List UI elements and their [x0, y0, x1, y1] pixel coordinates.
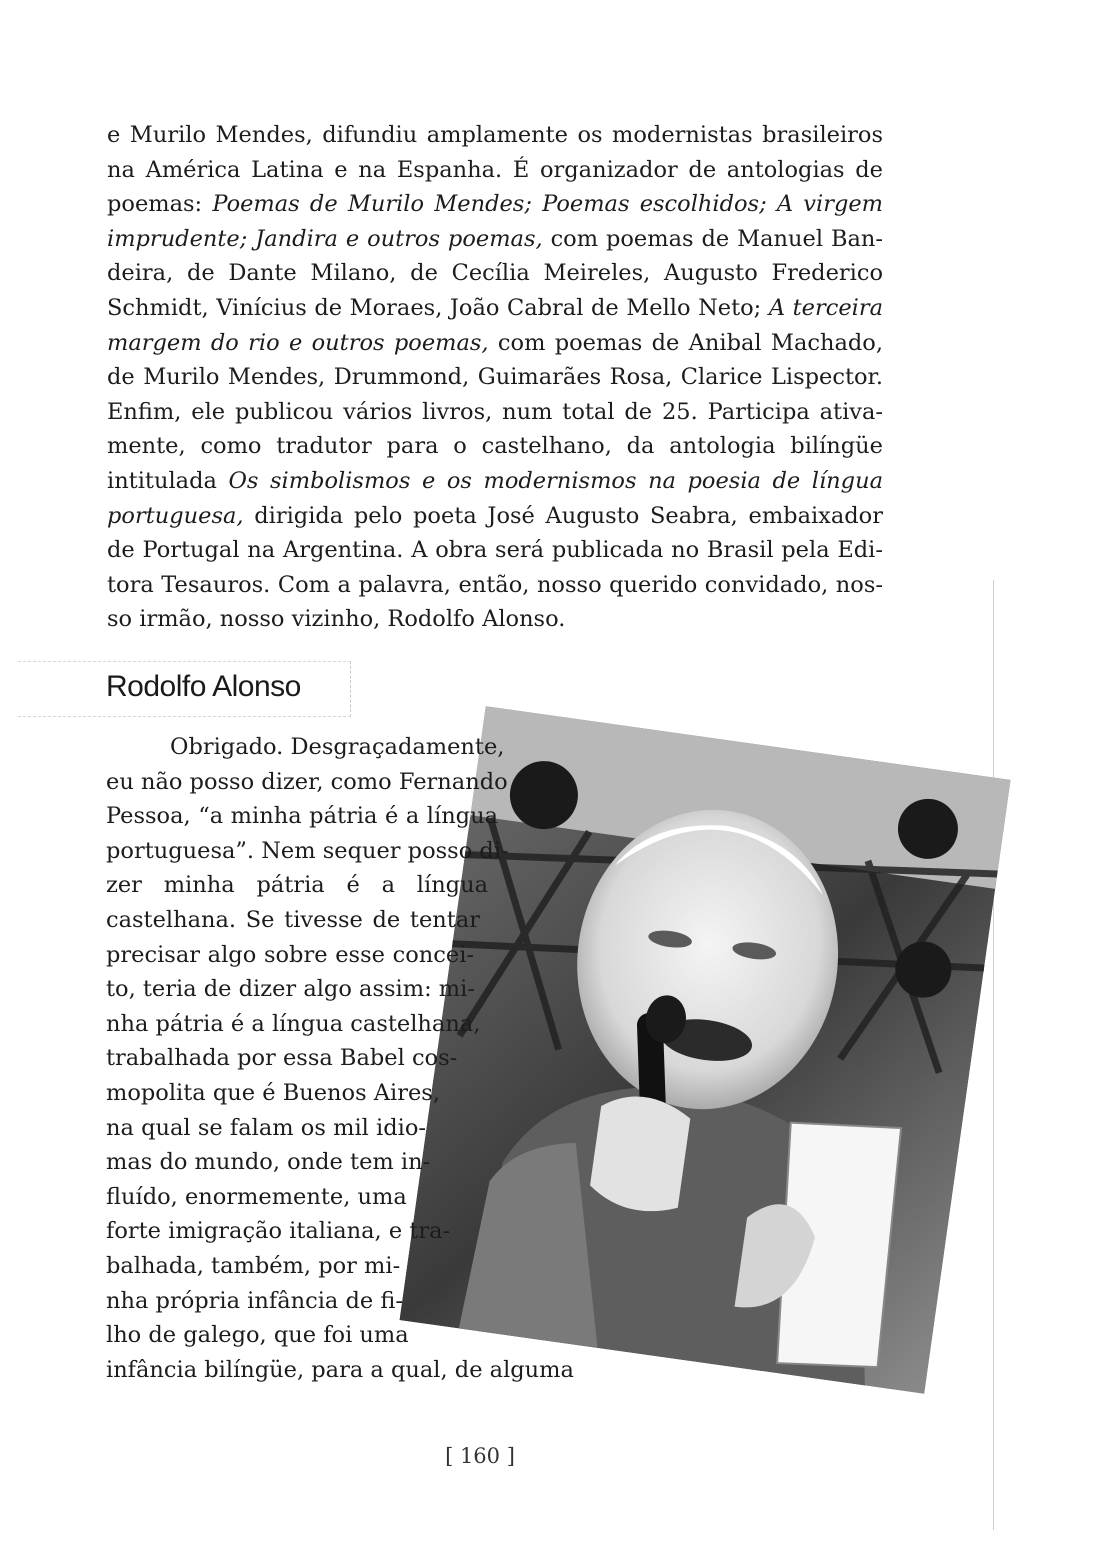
text-run: intitulada [107, 467, 229, 494]
text-run: poemas: [107, 191, 213, 218]
intro-line [107, 326, 883, 361]
intro-line [107, 291, 883, 326]
intro-line [107, 499, 883, 534]
intro-line [107, 153, 883, 188]
text-run: com poemas de Manuel Ban- [542, 225, 883, 252]
text-run: Enfim, ele publicou vários livros, num total de 25. Participa ativa- [107, 398, 883, 425]
intro-line [107, 256, 883, 291]
speech-line: zer minha pátria é a língua [106, 872, 488, 899]
intro-line [107, 568, 883, 603]
italic-title: Poemas de Murilo Mendes; Poemas escolhidos; A virgem [212, 191, 884, 218]
italic-title: A terceira [768, 294, 884, 321]
intro-line [107, 429, 883, 464]
intro-line [107, 118, 883, 153]
text-run: com poemas de Anibal Machado, [488, 329, 883, 356]
speech-line: Pessoa, “a minha pátria é a língua [106, 803, 498, 830]
text-run: de Murilo Mendes, Drummond, Guimarães Rosa, Clarice Lispector. [107, 364, 883, 391]
intro-line [107, 395, 883, 430]
speech-line: mopolita que é Buenos Aires, [106, 1079, 440, 1106]
intro-line [107, 187, 883, 222]
speech-line: eu não posso dizer, como Fernando [106, 768, 508, 795]
text-run: na América Latina e na Espanha. É organizador de antologias de [107, 156, 883, 183]
speech-line: portuguesa”. Nem sequer posso di- [106, 837, 509, 864]
speaker-heading: Rodolfo Alonso [106, 670, 301, 703]
scan-margin-line [993, 580, 994, 1530]
text-run: mente, como tradutor para o castelhano, da antologia bilíngüe [107, 433, 883, 460]
intro-line [107, 360, 883, 395]
page-number: [ 160 ] [445, 1444, 515, 1468]
text-run: e Murilo Mendes, difundiu amplamente os modernistas brasileiros [107, 122, 883, 148]
intro-paragraph [107, 118, 883, 637]
italic-title: imprudente; Jandira e outros poemas, [107, 225, 543, 252]
intro-line [107, 602, 883, 637]
speech-line: precisar algo sobre esse concei- [106, 941, 474, 968]
text-run: dirigida pelo poeta José Augusto Seabra, embaixador [243, 502, 883, 529]
speech-line: trabalhada por essa Babel cos- [106, 1045, 458, 1072]
text-run: deira, de Dante Milano, de Cecília Meireles, Augusto Frederico [107, 260, 883, 287]
italic-title: portuguesa, [107, 502, 244, 529]
speech-line: nha pátria é a língua castelhana, [106, 1010, 481, 1037]
speech-line: na qual se falam os mil idio- [106, 1114, 426, 1141]
speech-paragraph [106, 730, 586, 1387]
text-run: tora Tesauros. Com a palavra, então, nosso querido convidado, nos- [107, 571, 883, 598]
text-run: Schmidt, Vinícius de Moraes, João Cabral de Mello Neto; [107, 294, 769, 321]
intro-line [107, 222, 883, 257]
speech-line: Obrigado. Desgraçadamente, [170, 734, 505, 760]
speech-line: fluído, enormemente, uma [106, 1183, 407, 1210]
italic-title: margem do rio e outros poemas, [107, 329, 489, 356]
intro-line [107, 533, 883, 568]
speech-line: balhada, também, por mi- [106, 1252, 401, 1279]
speech-line: castelhana. Se tivesse de tentar [106, 906, 480, 933]
text-run: de Portugal na Argentina. A obra será publicada no Brasil pela Edi- [107, 537, 883, 564]
speech-line: infância bilíngüe, para a qual, de alguma [106, 1356, 574, 1383]
italic-title: Os simbolismos e os modernismos na poesia de língua [228, 467, 883, 494]
text-run: so irmão, nosso vizinho, Rodolfo Alonso. [107, 606, 566, 633]
speech-line: mas do mundo, onde tem in- [106, 1149, 431, 1176]
speech-line: nha própria infância de fi- [106, 1287, 403, 1314]
intro-line [107, 464, 883, 499]
speech-line: forte imigração italiana, e tra- [106, 1218, 451, 1245]
speech-line: to, teria de dizer algo assim: mi- [106, 976, 475, 1003]
speech-line: lho de galego, que foi uma [106, 1322, 409, 1349]
